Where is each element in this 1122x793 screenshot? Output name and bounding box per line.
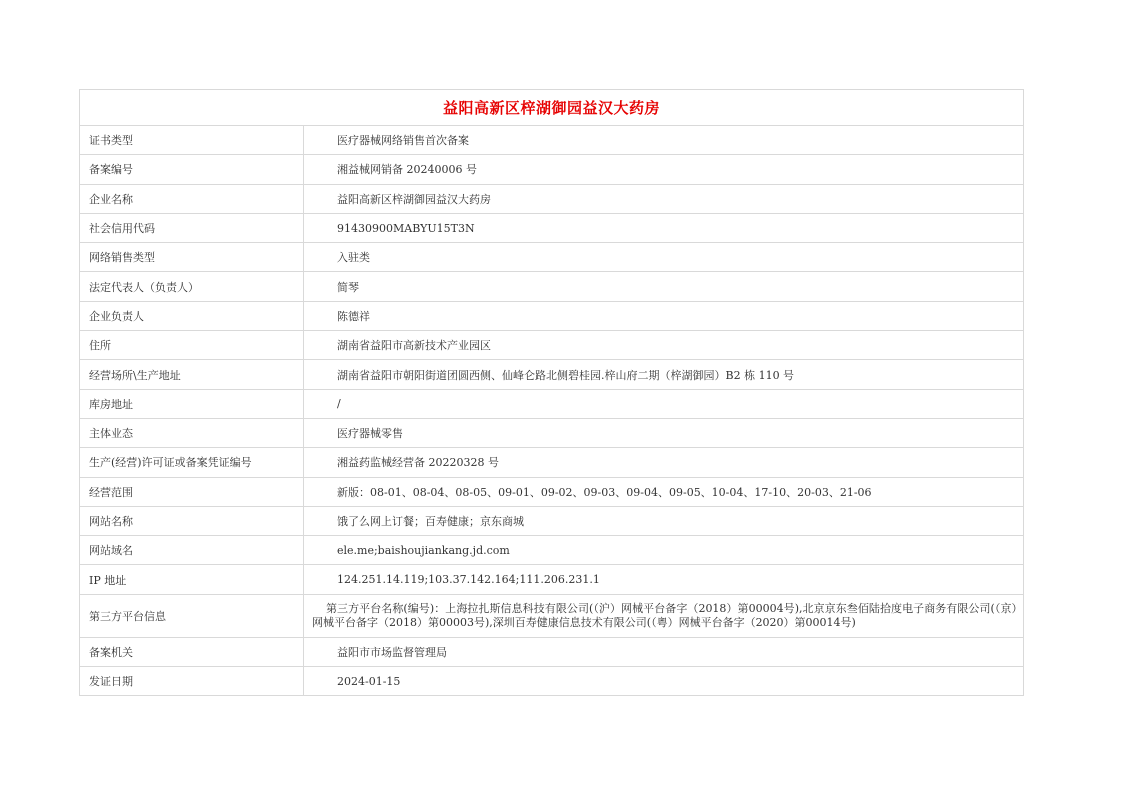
row-label: 经营场所\生产地址: [80, 360, 304, 388]
row-value: [304, 595, 1023, 637]
row-value: 益阳市市场监督管理局: [337, 645, 447, 659]
table-row: [80, 667, 1023, 696]
table-row: [80, 419, 1023, 448]
table-row: [80, 243, 1023, 272]
row-label: 企业名称: [80, 185, 304, 213]
table-row: [80, 185, 1023, 214]
table-row: [80, 507, 1023, 536]
table-row: [80, 331, 1023, 360]
row-label: 经营范围: [80, 478, 304, 506]
row-value: 医疗器械网络销售首次备案: [337, 134, 469, 148]
table-row: [80, 360, 1023, 389]
table-row: [80, 214, 1023, 243]
row-label: 备案机关: [80, 638, 304, 666]
document-title: 益阳高新区梓湖御园益汉大药房: [80, 90, 1023, 126]
row-value: 湘益械网销备 20240006 号: [337, 163, 477, 177]
row-value: 2024-01-15: [337, 674, 401, 688]
row-value: 91430900MABYU15T3N: [337, 221, 475, 235]
table-row: [80, 302, 1023, 331]
row-label: 网站名称: [80, 507, 304, 535]
row-label: 住所: [80, 331, 304, 359]
row-value: 简琴: [337, 280, 359, 294]
row-label: 网络销售类型: [80, 243, 304, 271]
row-value: 新版：08-01、08-04、08-05、09-01、09-02、09-03、09-04、09-05、10-04、17-10、20-03、21-06: [337, 485, 872, 499]
row-value: 饿了么网上订餐；百寿健康；京东商城: [337, 515, 524, 528]
row-label: 备案编号: [80, 155, 304, 183]
row-label: IP 地址: [80, 565, 304, 593]
table-row: [80, 565, 1023, 594]
third-party-platform-text: 第三方平台名称(编号)：上海拉扎斯信息科技有限公司(（沪）网械平台备字（2018）第00004号),北京京东叁佰陆拾度电子商务有限公司(（京）网械平台备字（2018）第00003号),深圳百寿健康信息技术有限公司(（粤）网械平台备字（2020）第00014号): [312, 601, 1017, 629]
row-label: 第三方平台信息: [80, 595, 304, 637]
certificate-table: [79, 89, 1024, 696]
row-value: 124.251.14.119;103.37.142.164;111.206.231.1: [337, 573, 600, 587]
row-label: 社会信用代码: [80, 214, 304, 242]
row-label: 发证日期: [80, 667, 304, 695]
row-value: 益阳高新区梓湖御园益汉大药房: [337, 192, 491, 206]
row-label: 库房地址: [80, 390, 304, 418]
row-value: 湖南省益阳市朝阳街道团圆西侧、仙峰仑路北侧碧桂园.梓山府二期（梓湖御园）B2 栋 110 号: [337, 368, 795, 382]
row-value: 医疗器械零售: [337, 427, 403, 441]
row-value: 入驻类: [337, 251, 370, 265]
table-row: [80, 272, 1023, 301]
row-label: 企业负责人: [80, 302, 304, 330]
row-value: 陈德祥: [337, 309, 370, 323]
row-label: 证书类型: [80, 126, 304, 154]
table-row: [80, 638, 1023, 667]
table-row: [80, 390, 1023, 419]
row-label: 生产(经营)许可证或备案凭证编号: [80, 448, 304, 476]
table-row: [80, 448, 1023, 477]
row-label: 主体业态: [80, 419, 304, 447]
table-row: [80, 536, 1023, 565]
row-value: ele.me;baishoujiankang.jd.com: [337, 543, 510, 557]
row-label: 法定代表人（负责人）: [80, 272, 304, 300]
row-value: 湖南省益阳市高新技术产业园区: [337, 339, 491, 353]
table-row: [80, 595, 1023, 638]
table-row: [80, 478, 1023, 507]
table-row: [80, 126, 1023, 155]
row-value: /: [337, 397, 341, 411]
table-row: [80, 155, 1023, 184]
row-value: 湘益药监械经营备 20220328 号: [337, 456, 499, 470]
row-label: 网站域名: [80, 536, 304, 564]
